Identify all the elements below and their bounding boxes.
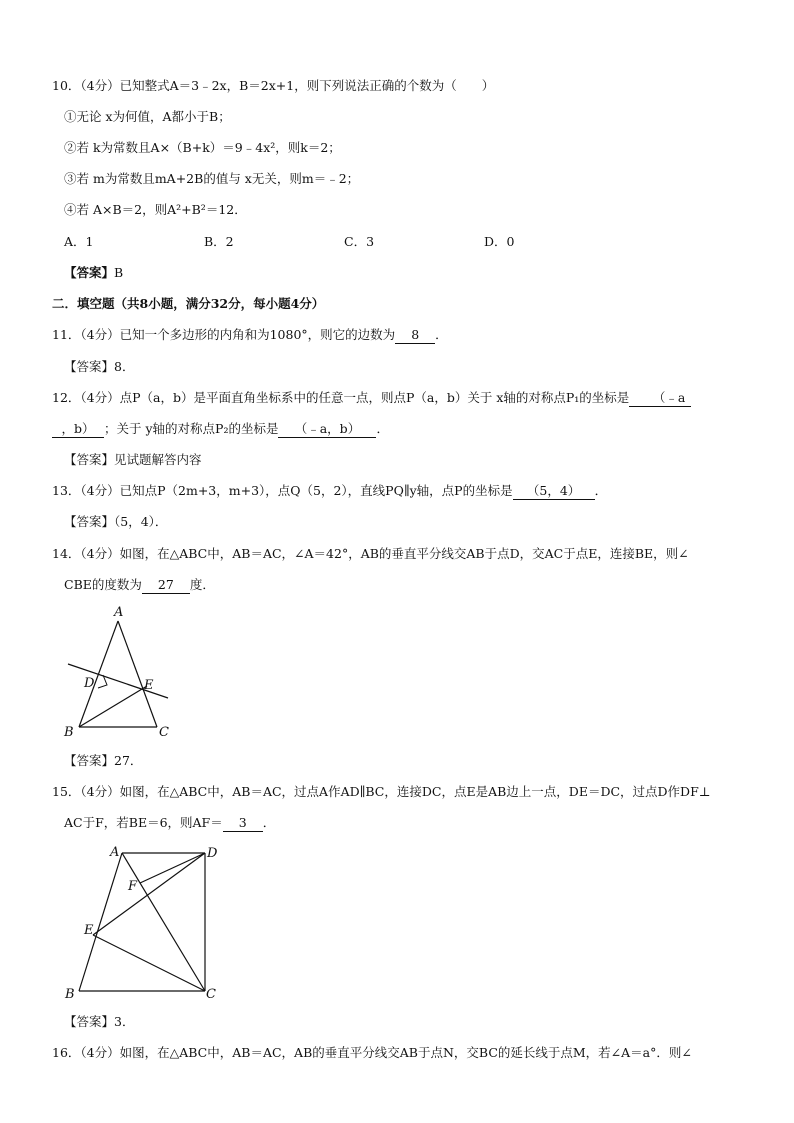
q10-statement-1: ①无论 x为何值，A都小于B； (64, 109, 231, 124)
q15-label-f: F (128, 879, 138, 894)
q14-label-b: B (64, 725, 74, 740)
q15-stem: 15．（4分）如图，在△ABC中，AB＝AC，过点A作AD∥BC，连接DC，点E是AB边上一点，DE＝DC，过点D作DF⊥ (52, 784, 711, 799)
q13-text: 13．（4分）已知点P（2m+3，m+3），点Q（5，2），直线PQ∥y轴，点P的坐标是 (52, 483, 513, 498)
q10-stem: 10．（4分）已知整式A＝3﹣2x，B＝2x+1，则下列说法正确的个数为（ ） (52, 78, 495, 93)
q14-answer: 【答案】27． (64, 753, 143, 768)
q14-label-c: C (159, 725, 169, 740)
q13-post: ． (594, 483, 608, 498)
q16-stem: 16．（4分）如图，在△ABC中，AB＝AC，AB的垂直平分线交AB于点N，交BC的延长线于点M，若∠A＝a°．则∠ (52, 1045, 692, 1060)
q11-post: ． (435, 327, 448, 342)
q14-label-e: E (144, 678, 154, 693)
q14-label-d: D (84, 676, 95, 691)
q15-stem-continued (64, 815, 275, 832)
q12-blank2: （﹣a，b） (278, 421, 376, 438)
q15-label-b: B (65, 987, 75, 1002)
q10-option-d: D．0 (484, 234, 515, 249)
answer-label: 【答案】 (64, 265, 115, 280)
q10-answer-value: B (114, 265, 124, 280)
q15-segment-ab (79, 853, 122, 991)
q10-options (64, 234, 624, 250)
q15-text: AC于F，若BE＝6，则AF＝ (64, 815, 223, 830)
q15-label-a: A (110, 845, 120, 860)
q14-label-a: A (114, 605, 124, 620)
q10-option-a: A．1 (64, 234, 94, 249)
q14-blank: 27 (142, 577, 190, 594)
q14-text: CBE的度数为 (64, 577, 142, 592)
q13-answer: 【答案】（5，4）． (64, 514, 168, 529)
q14-stem: 14．（4分）如图，在△ABC中，AB＝AC，∠A＝42°，AB的垂直平分线交AB于点D，交AC于点E，连接BE，则∠ (52, 546, 689, 561)
q14-post: 度． (189, 577, 215, 592)
q11-answer: 【答案】8． (64, 359, 135, 374)
q12-answer: 【答案】见试题解答内容 (64, 452, 202, 467)
q10-statement-3: ③若 m为常数且mA+2B的值与 x无关，则m＝﹣2； (64, 171, 360, 186)
q13-blank: （5，4） (513, 483, 595, 500)
q13-stem (52, 483, 607, 500)
q15-segment-df (140, 853, 205, 883)
q12-stem-continued (52, 421, 389, 438)
q12-mid: ；关于 y轴的对称点P₂的坐标是 (104, 421, 279, 436)
q12-post: ． (376, 421, 389, 436)
q12-blank1-part2: ，b） (52, 421, 104, 438)
q15-post: ． (262, 815, 276, 830)
q10-answer (64, 265, 123, 281)
q12-blank1-part1: （﹣a (629, 390, 691, 407)
q10-option-c: C．3 (344, 234, 375, 249)
q10-statement-4: ④若 A×B＝2，则A²+B²＝12． (64, 202, 247, 217)
section-heading: 二．填空题（共8小题，满分32分，每小题4分） (52, 296, 325, 311)
q10-statement-2: ②若 k为常数且A×（B+k）＝9﹣4x²，则k＝2； (64, 140, 341, 155)
q11-text: 11．（4分）已知一个多边形的内角和为1080°，则它的边数为 (52, 327, 396, 342)
q10-option-b: B．2 (204, 234, 234, 249)
q11-blank: 8 (395, 327, 435, 344)
q12-text: 12．（4分）点P（a，b）是平面直角坐标系中的任意一点，则点P（a，b）关于 x轴的对称点P₁的坐标是 (52, 390, 630, 405)
q12-stem (52, 390, 691, 407)
q15-figure (60, 838, 230, 1003)
q11-stem (52, 327, 448, 344)
q14-figure (60, 600, 180, 745)
q14-segment-be (79, 686, 147, 727)
q15-label-c: C (206, 987, 216, 1002)
q15-answer: 【答案】3． (64, 1014, 135, 1029)
q15-label-d: D (207, 846, 218, 861)
q14-stem-continued (64, 577, 215, 594)
q15-label-e: E (84, 923, 94, 938)
q14-side-ac (118, 621, 157, 727)
q15-blank: 3 (223, 815, 263, 832)
